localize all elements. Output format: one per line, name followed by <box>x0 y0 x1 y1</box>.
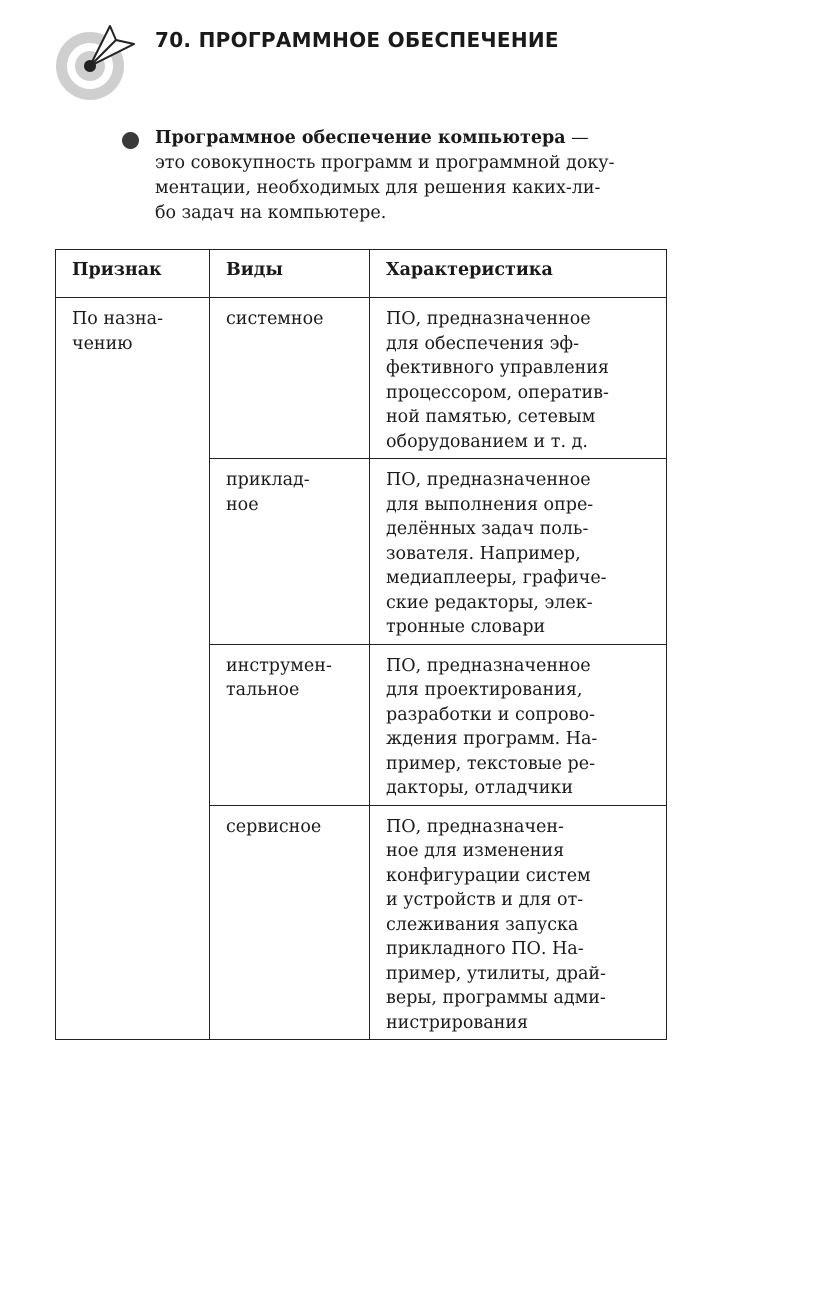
description-line: слеживания запуска <box>386 914 579 935</box>
description-line: ПО, предназначенное <box>386 655 591 676</box>
description-line: тронные словари <box>386 617 546 637</box>
header-cell-attribute: Признак <box>56 250 210 298</box>
description-line: медиаплееры, графиче- <box>386 568 607 588</box>
type-line: тальное <box>226 680 300 700</box>
description-line: для проектирования, <box>386 680 583 700</box>
definition-line: ментации, необходимых для решения каких-ли- <box>155 178 601 198</box>
type-line: сервисное <box>226 816 322 837</box>
target-arrow-icon <box>52 20 142 110</box>
description-cell <box>370 298 667 459</box>
description-line: зователя. Например, <box>386 543 581 564</box>
description-line: для обеспечения эф- <box>386 333 580 354</box>
definition-block <box>122 126 682 226</box>
description-cell <box>370 805 667 1040</box>
software-types-table <box>55 249 667 1040</box>
description-line: фективного управления <box>386 358 609 378</box>
definition-text <box>155 126 675 226</box>
description-line: ной памятью, сетевым <box>386 407 596 427</box>
description-line: прикладного ПО. На- <box>386 939 584 959</box>
description-line: для выполнения опре- <box>386 494 594 515</box>
type-cell <box>210 459 370 645</box>
type-line: ное <box>226 494 259 515</box>
description-cell <box>370 644 667 805</box>
description-line: ские редакторы, элек- <box>386 592 593 613</box>
description-line: процессором, оператив- <box>386 382 609 403</box>
description-line: веры, программы адми- <box>386 988 606 1008</box>
description-line: ПО, предназначенное <box>386 470 591 490</box>
bullet-icon <box>122 132 139 149</box>
description-line: пример, утилиты, драй- <box>386 963 606 984</box>
description-line: нистрирования <box>386 1012 529 1033</box>
description-line: делённых задач поль- <box>386 519 589 539</box>
definition-dash: — <box>565 128 589 148</box>
definition-term: Программное обеспечение компьютера <box>155 128 566 148</box>
description-line: пример, текстовые ре- <box>386 753 595 774</box>
table-row <box>56 298 667 459</box>
definition-line: бо задач на компьютере. <box>155 203 387 223</box>
type-line: инструмен- <box>226 655 332 676</box>
description-line: ждения программ. На- <box>386 729 598 749</box>
description-line: дакторы, отладчики <box>386 778 573 798</box>
type-cell <box>210 644 370 805</box>
attribute-cell <box>56 298 210 1040</box>
table-header-row <box>56 250 667 298</box>
type-cell <box>210 298 370 459</box>
type-line: приклад- <box>226 470 310 490</box>
description-line: и устройств и для от- <box>386 890 584 910</box>
description-line: ное для изменения <box>386 841 565 861</box>
type-cell <box>210 805 370 1040</box>
attribute-line: чению <box>72 333 133 354</box>
type-line: системное <box>226 309 324 329</box>
header-cell-type: Виды <box>210 250 370 298</box>
description-line: ПО, предназначен- <box>386 816 564 837</box>
description-line: разработки и сопрово- <box>386 704 596 725</box>
attribute-line: По назна- <box>72 309 164 329</box>
description-line: конфигурации систем <box>386 865 591 886</box>
header-cell-description: Характеристика <box>370 250 667 298</box>
description-line: ПО, предназначенное <box>386 309 591 329</box>
description-line: оборудованием и т. д. <box>386 431 588 452</box>
definition-line: это совокупность программ и программной доку- <box>155 153 615 173</box>
description-cell <box>370 459 667 645</box>
page-title: 70. ПРОГРАММНОЕ ОБЕСПЕЧЕНИЕ <box>155 28 559 52</box>
